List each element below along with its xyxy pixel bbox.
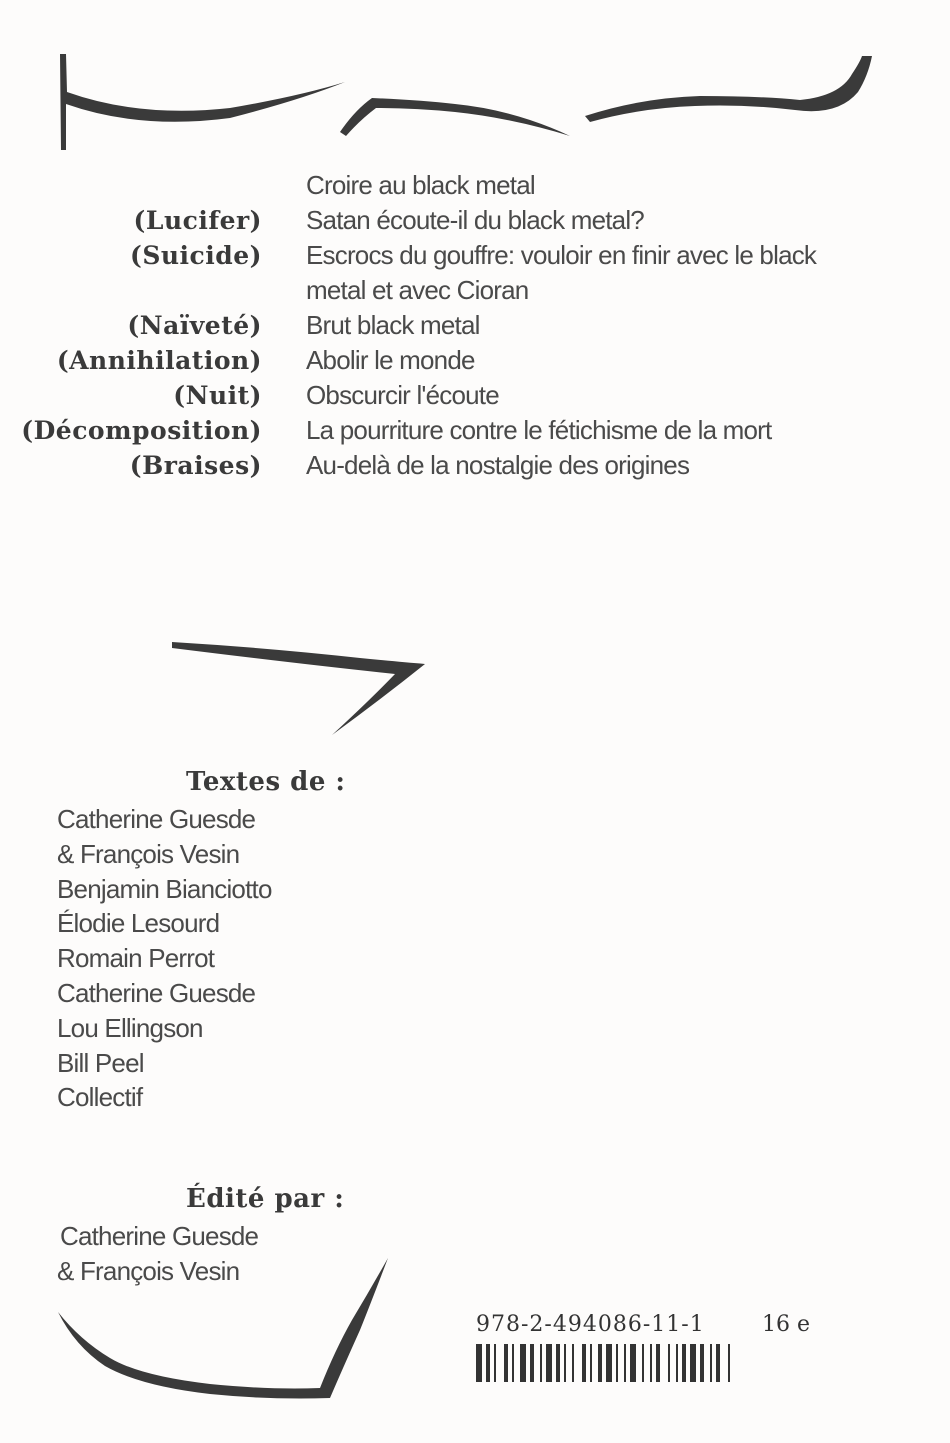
- toc-row: [0, 343, 950, 378]
- list-item: & François Vesin: [57, 1255, 240, 1286]
- toc-title: La pourriture contre le fétichisme de la mort: [306, 415, 772, 445]
- list-item: Lou Ellingson: [57, 1012, 203, 1043]
- list-item: Catherine Guesde: [60, 1221, 259, 1251]
- toc-keyword: (Suicide): [130, 241, 262, 270]
- isbn-number: 978-2-494086-11-1: [476, 1312, 705, 1337]
- toc-title: Obscurcir l'écoute: [306, 380, 499, 410]
- price-label: 16 e: [762, 1312, 811, 1337]
- list-item: Catherine Guesde: [57, 804, 256, 834]
- list-item: Bill Peel: [57, 1047, 144, 1078]
- toc-row: [0, 378, 950, 413]
- editors-list: [57, 1219, 259, 1289]
- authors-list: [57, 802, 272, 1115]
- toc-keyword: (Braises): [129, 451, 262, 480]
- toc-title: Au-delà de la nostalgie des origines: [306, 450, 690, 480]
- list-item: Collectif: [57, 1082, 143, 1113]
- list-item: Benjamin Bianciotto: [57, 873, 272, 904]
- barcode-icon: [476, 1344, 798, 1384]
- toc-row: [0, 308, 950, 343]
- authors-heading: Textes de :: [186, 767, 346, 797]
- toc-row: [0, 203, 950, 238]
- toc-keyword: (Annihilation): [56, 346, 262, 375]
- toc-title: Abolir le monde: [306, 345, 475, 375]
- list-item: Élodie Lesourd: [57, 908, 220, 939]
- toc-title: Satan écoute-il du black metal?: [306, 205, 644, 235]
- list-item: Romain Perrot: [57, 943, 215, 974]
- list-item: Catherine Guesde: [57, 977, 256, 1008]
- toc-row: [0, 448, 950, 483]
- toc-keyword: (Décomposition): [21, 416, 262, 445]
- toc-title: Brut black metal: [306, 310, 480, 340]
- editors-heading: Édité par :: [186, 1184, 345, 1214]
- toc-keyword: (Nuit): [173, 381, 262, 410]
- toc-keyword: (Naïveté): [127, 311, 262, 340]
- toc-row: [0, 238, 950, 308]
- toc-row: [0, 168, 950, 203]
- toc-keyword: (Lucifer): [133, 206, 262, 235]
- list-item: & François Vesin: [57, 838, 240, 869]
- toc-title: Escrocs du gouffre: vouloir en finir avec le black metal et avec Cioran: [306, 240, 817, 305]
- toc-title: Croire au black metal: [306, 170, 535, 200]
- toc-row: [0, 413, 950, 448]
